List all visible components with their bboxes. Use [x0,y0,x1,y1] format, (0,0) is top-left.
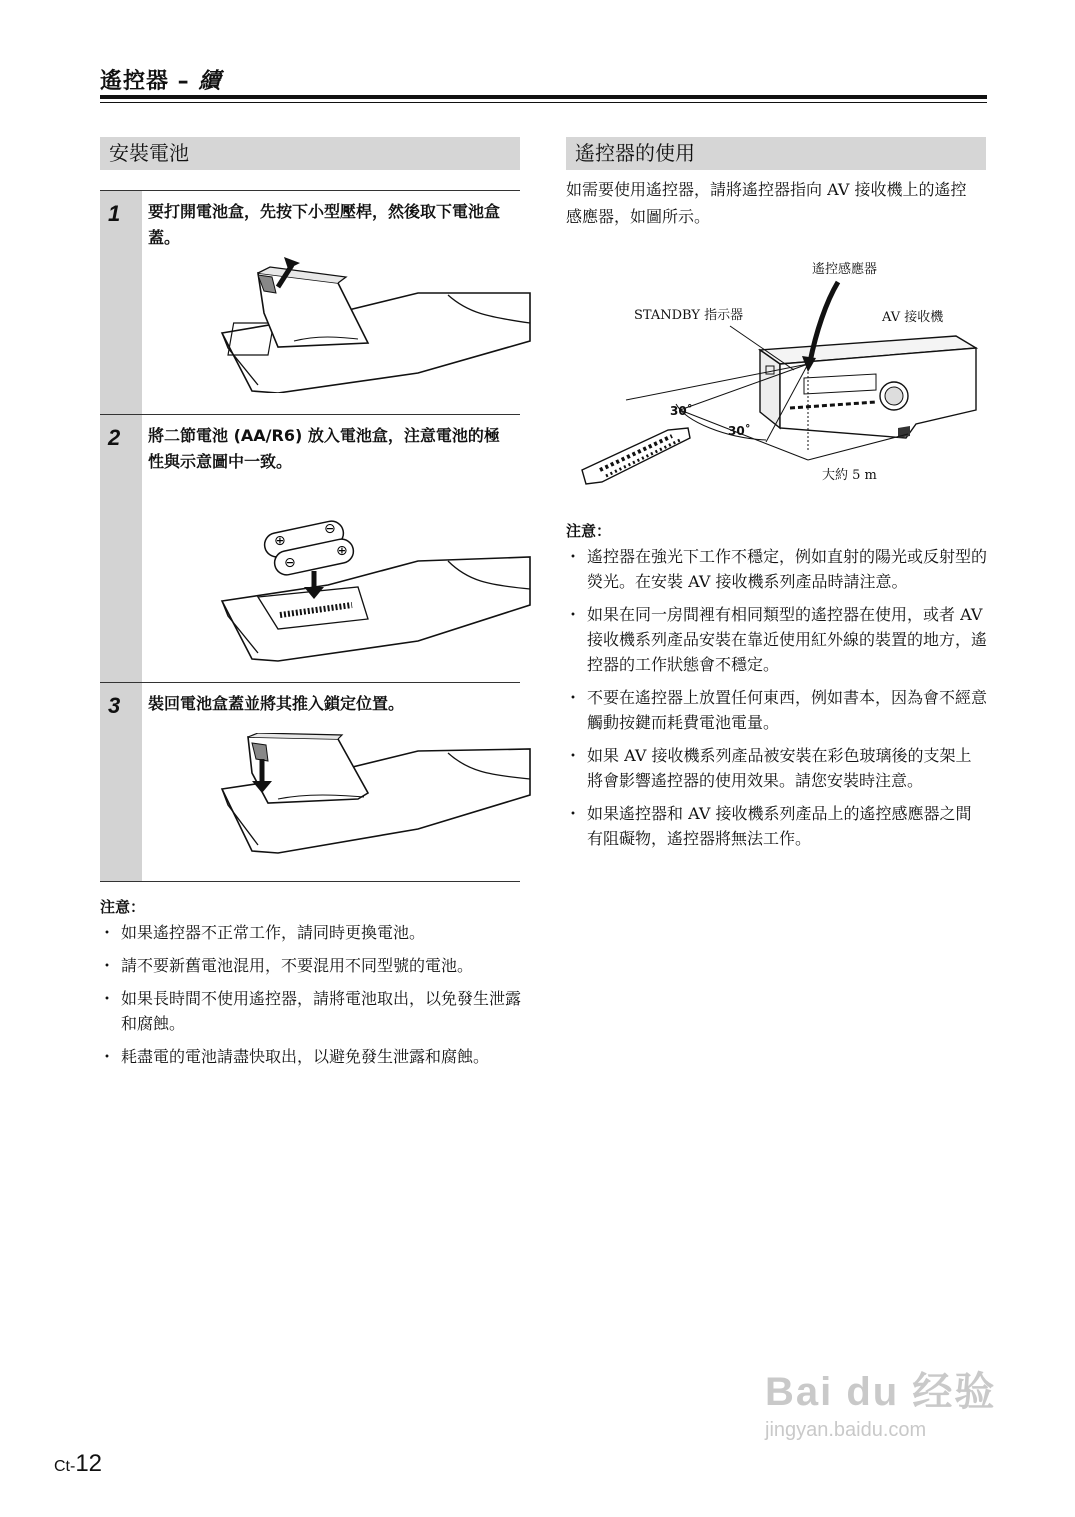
svg-text:⊖: ⊖ [284,555,296,571]
remote-open-cover-illustration [218,253,533,393]
battery-steps [100,190,520,882]
svg-text:⊖: ⊖ [324,521,336,537]
usage-note-title: 注意： [566,522,612,540]
battery-section-heading: 安裝電池 [100,137,520,170]
usage-notes-list [569,544,987,859]
step-text: 將二節電池 (AA/R6) 放入電池盒，注意電池的極性與示意圖中一致。 [148,426,500,471]
step-3 [100,683,520,882]
step-1 [100,191,520,415]
step-number-column [100,415,142,682]
usage-intro: 如需要使用遙控器，請將遙控器指向 AV 接收機上的遙控感應器，如圖所示。 [566,180,967,226]
svg-text:⊕: ⊕ [336,543,348,559]
page-title [100,64,221,95]
list-item: ・ 遙控器在強光下工作不穩定，例如直射的陽光或反射型的熒光。在安裝 AV 接收機系列產品時請注意。 [569,544,987,594]
list-item: ・ 如果在同一房間裡有相同類型的遙控器在使用，或者 AV 接收機系列產品安裝在靠近使用紅外線的裝置的地方，遙控器的工作狀態會不穩定。 [569,602,987,677]
distance-label: 大約 5 m [822,468,877,483]
angle-left-label: 30˚ [670,404,693,418]
step-text: 要打開電池盒，先按下小型壓桿，然後取下電池盒蓋。 [148,202,501,247]
baidu-watermark [765,1360,996,1442]
remote-close-cover-illustration [218,733,533,873]
watermark-brand: Bai du 经验 [765,1370,997,1414]
usage-section-heading: 遙控器的使用 [566,137,986,170]
header-rule-thin [100,102,987,103]
title-main: 遙控器 [100,69,170,94]
watermark-url: jingyan.baidu.com [765,1419,927,1441]
step-number: 3 [108,693,121,718]
page-prefix: Ct- [54,1458,76,1475]
sensor-label: 遙控感應器 [812,262,878,277]
standby-label: STANDBY 指示器 [634,308,744,323]
page-value: 12 [75,1450,103,1477]
list-item: ・ 不要在遙控器上放置任何東西，例如書本，因為會不經意觸動按鍵而耗費電池電量。 [569,685,987,735]
step-number-column [100,191,142,414]
page-number [54,1450,102,1478]
remote-range-diagram [576,252,986,492]
step-number: 2 [108,425,121,450]
step-text: 裝回電池盒蓋並將其推入鎖定位置。 [148,694,405,713]
svg-text:⊕: ⊕ [274,533,286,549]
list-item: ・ 耗盡電的電池請盡快取出，以避免發生泄露和腐蝕。 [103,1044,521,1069]
list-item: ・ 如果遙控器不正常工作，請同時更換電池。 [103,920,521,945]
diagram-drawing [576,252,986,492]
list-item: ・ 請不要新舊電池混用，不要混用不同型號的電池。 [103,953,521,978]
receiver-label: AV 接收機 [882,310,944,325]
battery-notes-list [103,920,521,1077]
step-number: 1 [108,201,121,226]
header-rule [100,95,987,99]
step-number-column [100,683,142,881]
list-item: ・ 如果長時間不使用遙控器，請將電池取出，以免發生泄露和腐蝕。 [103,986,521,1036]
list-item: ・ 如果 AV 接收機系列產品被安裝在彩色玻璃後的支架上將會影響遙控器的使用效果。請您安裝時注意。 [569,743,987,793]
battery-note-title: 注意： [100,898,146,916]
remote-battery-insert-illustration [218,501,533,666]
title-dash: – [169,69,199,94]
angle-right-label: 30˚ [728,424,751,438]
list-item: ・ 如果遙控器和 AV 接收機系列產品上的遙控感應器之間有阻礙物，遙控器將無法工作。 [569,801,987,851]
step-2 [100,415,520,683]
title-subtitle: 續 [198,69,222,94]
